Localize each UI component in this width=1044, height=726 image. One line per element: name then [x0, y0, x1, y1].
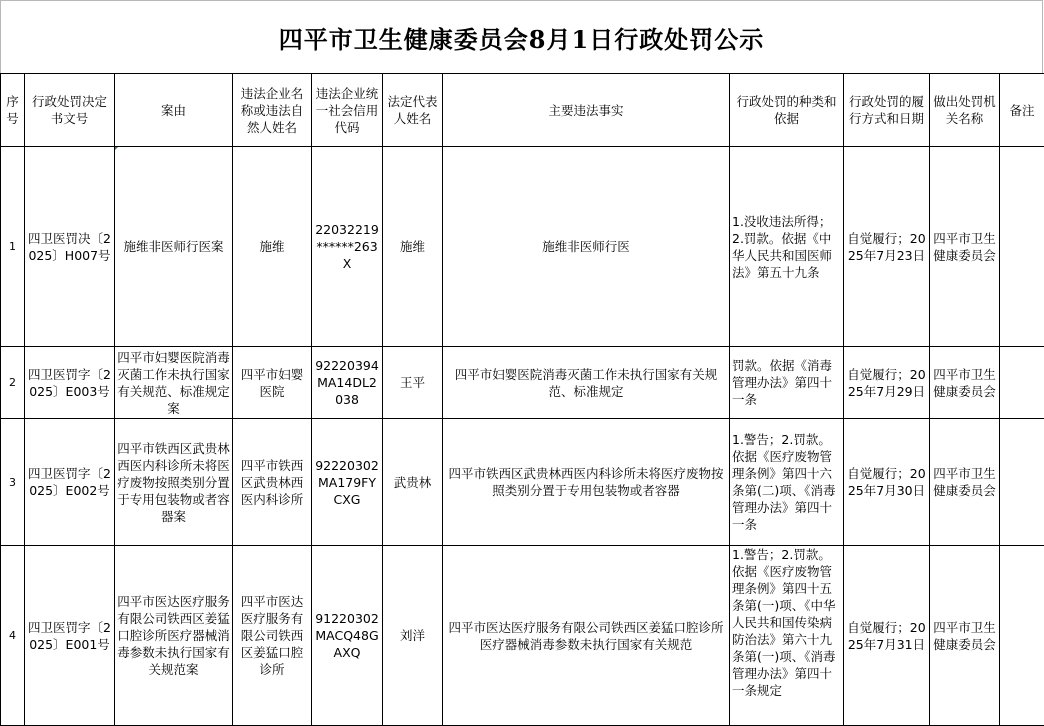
page-title: 四平市卫生健康委员会8月1日行政处罚公示: [279, 20, 764, 55]
header-remark[interactable]: 备注: [1000, 74, 1044, 147]
cell-party[interactable]: 四平市妇婴医院: [233, 347, 312, 419]
cell-doc-no[interactable]: 四卫医罚字〔2025〕E001号: [25, 546, 115, 726]
cell-seq[interactable]: 4: [1, 546, 25, 726]
header-seq[interactable]: 序号: [1, 74, 25, 147]
cell-authority[interactable]: 四平市卫生健康委员会: [930, 546, 1000, 726]
table-row: [1, 147, 1044, 347]
cell-party[interactable]: 施维: [233, 147, 312, 347]
cell-remark[interactable]: [1000, 347, 1044, 419]
cell-doc-no[interactable]: 四卫医罚字〔2025〕E002号: [25, 419, 115, 546]
cell-credit-code[interactable]: 92220302MA179FYCXG: [312, 419, 383, 546]
cell-doc-no[interactable]: 四卫医罚决〔2025〕H007号: [25, 147, 115, 347]
cell-execution[interactable]: 自觉履行；2025年7月23日: [844, 147, 930, 347]
cell-execution[interactable]: 自觉履行；2025年7月31日: [844, 546, 930, 726]
cell-doc-no[interactable]: 四卫医罚字〔2025〕E003号: [25, 347, 115, 419]
header-facts[interactable]: 主要违法事实: [443, 74, 730, 147]
cell-seq[interactable]: 3: [1, 419, 25, 546]
cell-authority[interactable]: 四平市卫生健康委员会: [930, 147, 1000, 347]
cell-remark[interactable]: [1000, 419, 1044, 546]
cell-penalty[interactable]: 1.警告；2.罚款。依据《医疗废物管理条例》第四十五条第(一)项、《中华人民共和国传染病防治法》第六十九条第(一)项、《消毒管理办法》第四十一条规定: [730, 546, 844, 726]
cell-facts[interactable]: 施维非医师行医: [443, 147, 730, 347]
cell-credit-code[interactable]: 91220302MACQ48GAXQ: [312, 546, 383, 726]
cell-facts[interactable]: 四平市妇婴医院消毒灭菌工作未执行国家有关规范、标准规定: [443, 347, 730, 419]
cell-cause[interactable]: 四平市铁西区武贵林西医内科诊所未将医疗废物按照类别分置于专用包装物或者容器案: [115, 419, 233, 546]
cell-authority[interactable]: 四平市卫生健康委员会: [930, 347, 1000, 419]
header-authority[interactable]: 做出处罚机关名称: [930, 74, 1000, 147]
header-credit-code[interactable]: 违法企业统一社会信用代码: [312, 74, 383, 147]
cell-cause[interactable]: 施维非医师行医案: [115, 147, 233, 347]
penalty-table: [0, 73, 1044, 726]
cell-legal-rep[interactable]: 施维: [383, 147, 443, 347]
cell-facts[interactable]: 四平市铁西区武贵林西医内科诊所未将医疗废物按照类别分置于专用包装物或者容器: [443, 419, 730, 546]
header-cause[interactable]: 案由: [115, 74, 233, 147]
cell-execution[interactable]: 自觉履行；2025年7月29日: [844, 347, 930, 419]
cell-credit-code[interactable]: 22032219******263X: [312, 147, 383, 347]
cell-seq[interactable]: 1: [1, 147, 25, 347]
header-execution[interactable]: 行政处罚的履行方式和日期: [844, 74, 930, 147]
cell-legal-rep[interactable]: 武贵林: [383, 419, 443, 546]
table-row: [1, 546, 1044, 726]
header-penalty[interactable]: 行政处罚的种类和依据: [730, 74, 844, 147]
cell-credit-code[interactable]: 92220394MA14DL2038: [312, 347, 383, 419]
cell-party[interactable]: 四平市铁西区武贵林西医内科诊所: [233, 419, 312, 546]
cell-penalty[interactable]: 1.警告；2.罚款。依据《医疗废物管理条例》第四十六条第(二)项、《消毒管理办法》第四十一条: [730, 419, 844, 546]
cell-remark[interactable]: [1000, 546, 1044, 726]
table-row: [1, 347, 1044, 419]
title-cell[interactable]: [0, 0, 1043, 73]
header-legal-rep[interactable]: 法定代表人姓名: [383, 74, 443, 147]
header-party[interactable]: 违法企业名称或违法自然人姓名: [233, 74, 312, 147]
cell-execution[interactable]: 自觉履行；2025年7月30日: [844, 419, 930, 546]
cell-seq[interactable]: 2: [1, 347, 25, 419]
cell-cause[interactable]: 四平市医达医疗服务有限公司铁西区姜猛口腔诊所医疗器械消毒参数未执行国家有关规范案: [115, 546, 233, 726]
cell-legal-rep[interactable]: 刘洋: [383, 546, 443, 726]
cell-penalty[interactable]: 1.没收违法所得；2.罚款。依据《中华人民共和国医师法》第五十九条: [730, 147, 844, 347]
cell-cause[interactable]: 四平市妇婴医院消毒灭菌工作未执行国家有关规范、标准规定案: [115, 347, 233, 419]
cell-authority[interactable]: 四平市卫生健康委员会: [930, 419, 1000, 546]
cell-facts[interactable]: 四平市医达医疗服务有限公司铁西区姜猛口腔诊所医疗器械消毒参数未执行国家有关规范: [443, 546, 730, 726]
cell-remark[interactable]: [1000, 147, 1044, 347]
header-row: [1, 74, 1044, 147]
cell-party[interactable]: 四平市医达医疗服务有限公司铁西区姜猛口腔诊所: [233, 546, 312, 726]
header-doc-no[interactable]: 行政处罚决定书文号: [25, 74, 115, 147]
cell-penalty[interactable]: 罚款。依据《消毒管理办法》第四十一条: [730, 347, 844, 419]
cell-legal-rep[interactable]: 王平: [383, 347, 443, 419]
table-row: [1, 419, 1044, 546]
